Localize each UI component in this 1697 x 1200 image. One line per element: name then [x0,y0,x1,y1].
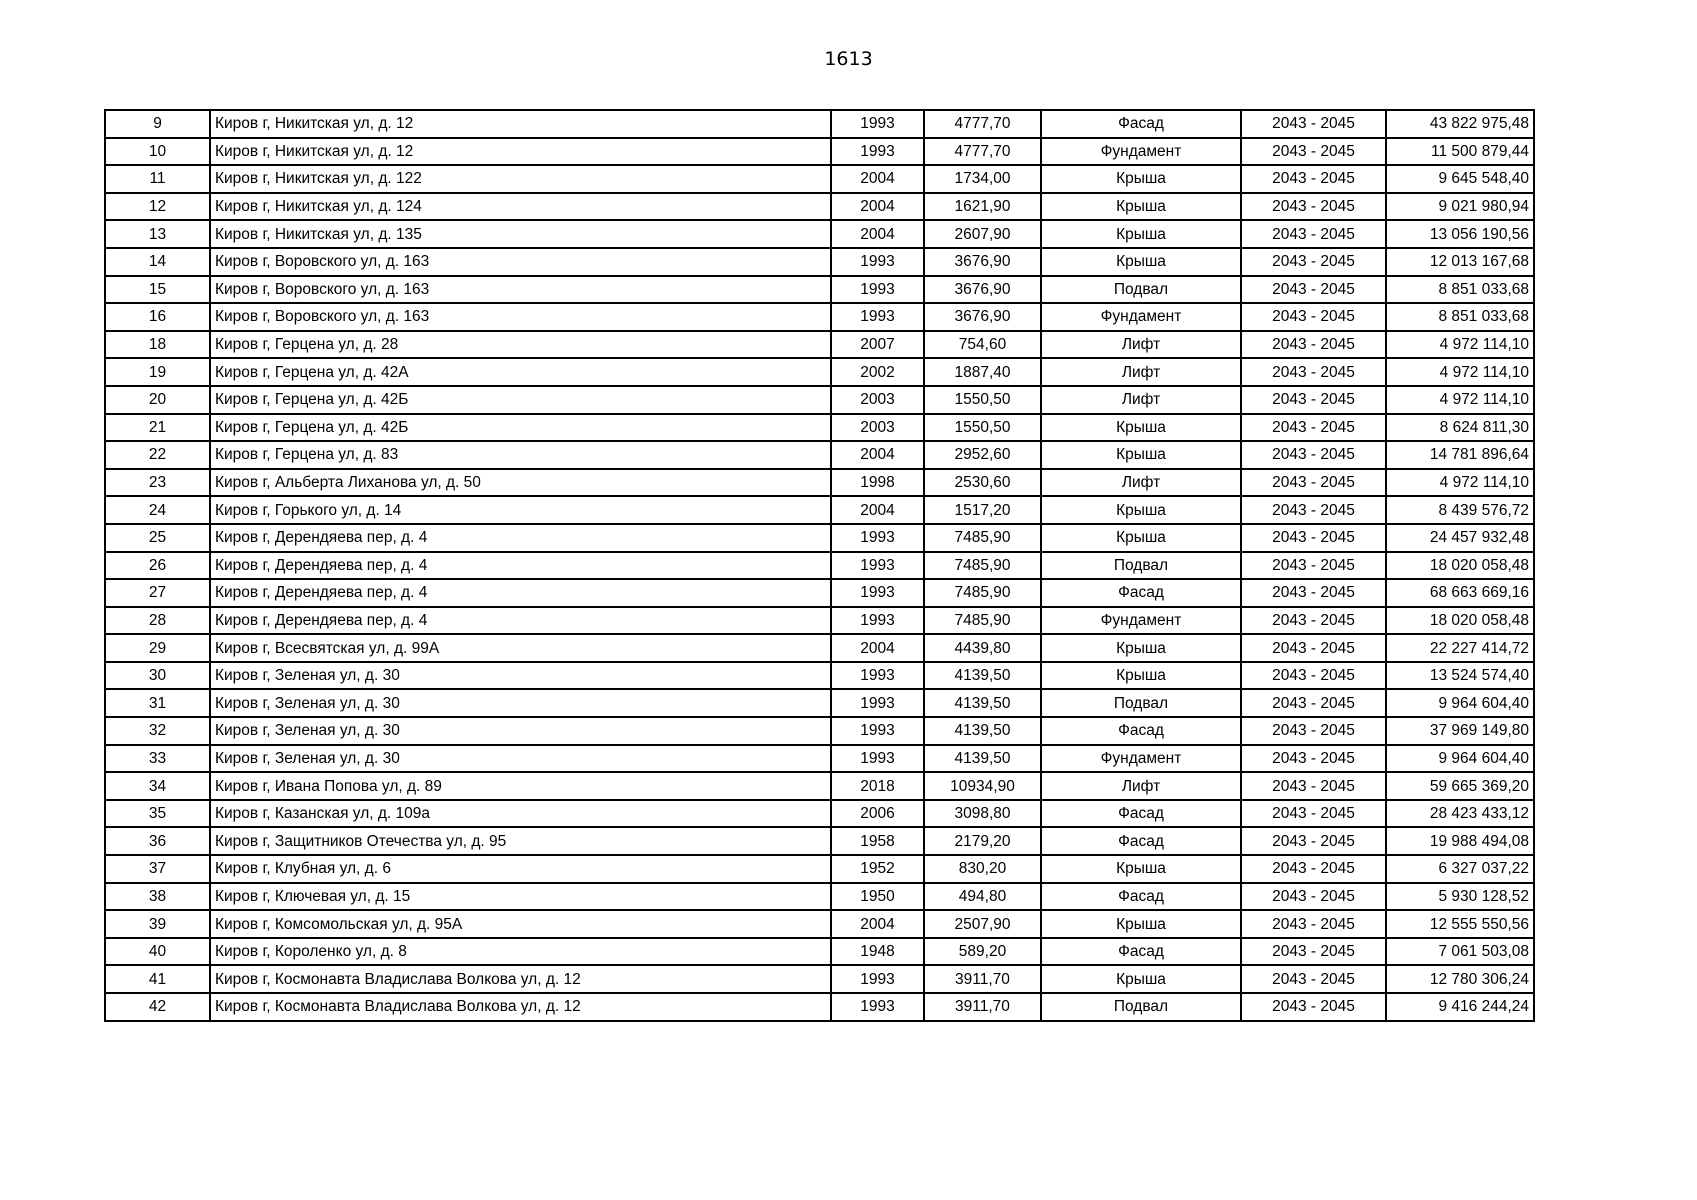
build-year-cell: 1958 [831,827,924,855]
address-cell: Киров г, Никитская ул, д. 12 [210,138,831,166]
work-type-cell: Фундамент [1041,138,1241,166]
table-row [105,220,1534,248]
address-cell: Киров г, Герцена ул, д. 28 [210,331,831,359]
row-number-cell: 29 [105,634,210,662]
work-type-cell: Лифт [1041,469,1241,497]
table-row [105,662,1534,690]
row-number-cell: 18 [105,331,210,359]
area-cell: 830,20 [924,855,1041,883]
period-cell: 2043 - 2045 [1241,883,1386,911]
work-type-cell: Фасад [1041,579,1241,607]
area-cell: 1517,20 [924,496,1041,524]
address-cell: Киров г, Комсомольская ул, д. 95А [210,910,831,938]
area-cell: 3911,70 [924,965,1041,993]
address-cell: Киров г, Никитская ул, д. 124 [210,193,831,221]
address-cell: Киров г, Альберта Лиханова ул, д. 50 [210,469,831,497]
row-number-cell: 28 [105,607,210,635]
cost-cell: 13 524 574,40 [1386,662,1534,690]
area-cell: 1887,40 [924,358,1041,386]
address-cell: Киров г, Воровского ул, д. 163 [210,248,831,276]
cost-cell: 12 555 550,56 [1386,910,1534,938]
address-cell: Киров г, Никитская ул, д. 12 [210,110,831,138]
build-year-cell: 2002 [831,358,924,386]
build-year-cell: 1993 [831,552,924,580]
page-number: 1613 [824,48,873,70]
table-row [105,276,1534,304]
table-row [105,193,1534,221]
period-cell: 2043 - 2045 [1241,331,1386,359]
address-cell: Киров г, Всесвятская ул, д. 99А [210,634,831,662]
area-cell: 4439,80 [924,634,1041,662]
repair-program-table [104,109,1535,1022]
table-row [105,496,1534,524]
build-year-cell: 2004 [831,193,924,221]
row-number-cell: 39 [105,910,210,938]
period-cell: 2043 - 2045 [1241,110,1386,138]
work-type-cell: Фундамент [1041,303,1241,331]
table-row [105,745,1534,773]
work-type-cell: Крыша [1041,662,1241,690]
build-year-cell: 1993 [831,965,924,993]
area-cell: 4139,50 [924,689,1041,717]
area-cell: 10934,90 [924,772,1041,800]
row-number-cell: 23 [105,469,210,497]
table-row [105,772,1534,800]
row-number-cell: 11 [105,165,210,193]
period-cell: 2043 - 2045 [1241,965,1386,993]
work-type-cell: Лифт [1041,772,1241,800]
work-type-cell: Крыша [1041,193,1241,221]
build-year-cell: 1993 [831,110,924,138]
build-year-cell: 2007 [831,331,924,359]
table-row [105,938,1534,966]
period-cell: 2043 - 2045 [1241,414,1386,442]
build-year-cell: 1993 [831,745,924,773]
cost-cell: 68 663 669,16 [1386,579,1534,607]
period-cell: 2043 - 2045 [1241,358,1386,386]
table-body [105,110,1534,1021]
build-year-cell: 1993 [831,689,924,717]
area-cell: 7485,90 [924,579,1041,607]
area-cell: 4139,50 [924,662,1041,690]
cost-cell: 9 645 548,40 [1386,165,1534,193]
cost-cell: 19 988 494,08 [1386,827,1534,855]
cost-cell: 12 013 167,68 [1386,248,1534,276]
build-year-cell: 1993 [831,138,924,166]
cost-cell: 8 439 576,72 [1386,496,1534,524]
table-row [105,524,1534,552]
address-cell: Киров г, Космонавта Владислава Волкова ул, д. 12 [210,965,831,993]
area-cell: 4777,70 [924,138,1041,166]
row-number-cell: 26 [105,552,210,580]
period-cell: 2043 - 2045 [1241,469,1386,497]
row-number-cell: 21 [105,414,210,442]
row-number-cell: 27 [105,579,210,607]
period-cell: 2043 - 2045 [1241,276,1386,304]
period-cell: 2043 - 2045 [1241,717,1386,745]
address-cell: Киров г, Дерендяева пер, д. 4 [210,552,831,580]
cost-cell: 4 972 114,10 [1386,331,1534,359]
address-cell: Киров г, Дерендяева пер, д. 4 [210,607,831,635]
work-type-cell: Фасад [1041,717,1241,745]
build-year-cell: 1993 [831,524,924,552]
cost-cell: 7 061 503,08 [1386,938,1534,966]
work-type-cell: Крыша [1041,855,1241,883]
work-type-cell: Крыша [1041,165,1241,193]
period-cell: 2043 - 2045 [1241,662,1386,690]
table-row [105,303,1534,331]
table-row [105,689,1534,717]
table-row [105,910,1534,938]
period-cell: 2043 - 2045 [1241,386,1386,414]
period-cell: 2043 - 2045 [1241,745,1386,773]
build-year-cell: 1993 [831,579,924,607]
period-cell: 2043 - 2045 [1241,800,1386,828]
build-year-cell: 2003 [831,386,924,414]
table-row [105,800,1534,828]
work-type-cell: Подвал [1041,689,1241,717]
work-type-cell: Крыша [1041,220,1241,248]
work-type-cell: Фасад [1041,883,1241,911]
period-cell: 2043 - 2045 [1241,220,1386,248]
row-number-cell: 25 [105,524,210,552]
build-year-cell: 2018 [831,772,924,800]
period-cell: 2043 - 2045 [1241,248,1386,276]
build-year-cell: 1993 [831,248,924,276]
build-year-cell: 1950 [831,883,924,911]
build-year-cell: 2004 [831,441,924,469]
row-number-cell: 10 [105,138,210,166]
table-row [105,469,1534,497]
table-row [105,717,1534,745]
cost-cell: 18 020 058,48 [1386,607,1534,635]
row-number-cell: 40 [105,938,210,966]
area-cell: 589,20 [924,938,1041,966]
table-row [105,634,1534,662]
cost-cell: 14 781 896,64 [1386,441,1534,469]
row-number-cell: 30 [105,662,210,690]
area-cell: 4139,50 [924,717,1041,745]
work-type-cell: Фасад [1041,800,1241,828]
build-year-cell: 1998 [831,469,924,497]
row-number-cell: 13 [105,220,210,248]
period-cell: 2043 - 2045 [1241,165,1386,193]
address-cell: Киров г, Зеленая ул, д. 30 [210,745,831,773]
cost-cell: 5 930 128,52 [1386,883,1534,911]
build-year-cell: 2004 [831,220,924,248]
work-type-cell: Крыша [1041,496,1241,524]
row-number-cell: 20 [105,386,210,414]
cost-cell: 4 972 114,10 [1386,358,1534,386]
work-type-cell: Лифт [1041,358,1241,386]
build-year-cell: 1948 [831,938,924,966]
work-type-cell: Крыша [1041,524,1241,552]
work-type-cell: Подвал [1041,552,1241,580]
period-cell: 2043 - 2045 [1241,579,1386,607]
cost-cell: 37 969 149,80 [1386,717,1534,745]
area-cell: 3676,90 [924,248,1041,276]
address-cell: Киров г, Клубная ул, д. 6 [210,855,831,883]
cost-cell: 28 423 433,12 [1386,800,1534,828]
table-row [105,386,1534,414]
area-cell: 7485,90 [924,524,1041,552]
build-year-cell: 1952 [831,855,924,883]
area-cell: 3676,90 [924,303,1041,331]
build-year-cell: 2004 [831,910,924,938]
row-number-cell: 32 [105,717,210,745]
row-number-cell: 42 [105,993,210,1021]
cost-cell: 8 851 033,68 [1386,303,1534,331]
period-cell: 2043 - 2045 [1241,689,1386,717]
build-year-cell: 2003 [831,414,924,442]
table-row [105,855,1534,883]
area-cell: 7485,90 [924,607,1041,635]
address-cell: Киров г, Никитская ул, д. 135 [210,220,831,248]
area-cell: 2607,90 [924,220,1041,248]
period-cell: 2043 - 2045 [1241,827,1386,855]
period-cell: 2043 - 2045 [1241,441,1386,469]
address-cell: Киров г, Герцена ул, д. 42Б [210,414,831,442]
work-type-cell: Фундамент [1041,745,1241,773]
period-cell: 2043 - 2045 [1241,772,1386,800]
address-cell: Киров г, Горького ул, д. 14 [210,496,831,524]
build-year-cell: 1993 [831,717,924,745]
row-number-cell: 35 [105,800,210,828]
table-row [105,883,1534,911]
row-number-cell: 19 [105,358,210,386]
area-cell: 1734,00 [924,165,1041,193]
period-cell: 2043 - 2045 [1241,138,1386,166]
area-cell: 1621,90 [924,193,1041,221]
work-type-cell: Фасад [1041,938,1241,966]
cost-cell: 24 457 932,48 [1386,524,1534,552]
table-row [105,138,1534,166]
row-number-cell: 37 [105,855,210,883]
address-cell: Киров г, Зеленая ул, д. 30 [210,689,831,717]
row-number-cell: 16 [105,303,210,331]
work-type-cell: Крыша [1041,248,1241,276]
row-number-cell: 9 [105,110,210,138]
area-cell: 2530,60 [924,469,1041,497]
work-type-cell: Фундамент [1041,607,1241,635]
address-cell: Киров г, Никитская ул, д. 122 [210,165,831,193]
area-cell: 2952,60 [924,441,1041,469]
area-cell: 1550,50 [924,386,1041,414]
table-row [105,965,1534,993]
work-type-cell: Крыша [1041,441,1241,469]
table-row [105,552,1534,580]
table-row [105,993,1534,1021]
address-cell: Киров г, Ивана Попова ул, д. 89 [210,772,831,800]
row-number-cell: 31 [105,689,210,717]
area-cell: 3911,70 [924,993,1041,1021]
address-cell: Киров г, Короленко ул, д. 8 [210,938,831,966]
period-cell: 2043 - 2045 [1241,634,1386,662]
area-cell: 3098,80 [924,800,1041,828]
period-cell: 2043 - 2045 [1241,524,1386,552]
cost-cell: 22 227 414,72 [1386,634,1534,662]
area-cell: 4777,70 [924,110,1041,138]
row-number-cell: 12 [105,193,210,221]
table-row [105,441,1534,469]
address-cell: Киров г, Казанская ул, д. 109а [210,800,831,828]
build-year-cell: 2004 [831,634,924,662]
build-year-cell: 2004 [831,165,924,193]
area-cell: 3676,90 [924,276,1041,304]
row-number-cell: 14 [105,248,210,276]
address-cell: Киров г, Зеленая ул, д. 30 [210,717,831,745]
table-row [105,165,1534,193]
cost-cell: 9 021 980,94 [1386,193,1534,221]
cost-cell: 9 964 604,40 [1386,745,1534,773]
area-cell: 4139,50 [924,745,1041,773]
build-year-cell: 2004 [831,496,924,524]
period-cell: 2043 - 2045 [1241,496,1386,524]
address-cell: Киров г, Дерендяева пер, д. 4 [210,579,831,607]
cost-cell: 8 624 811,30 [1386,414,1534,442]
table-row [105,331,1534,359]
address-cell: Киров г, Дерендяева пер, д. 4 [210,524,831,552]
work-type-cell: Крыша [1041,414,1241,442]
table-row [105,827,1534,855]
period-cell: 2043 - 2045 [1241,193,1386,221]
build-year-cell: 1993 [831,276,924,304]
work-type-cell: Фасад [1041,827,1241,855]
address-cell: Киров г, Герцена ул, д. 42А [210,358,831,386]
table-row [105,607,1534,635]
cost-cell: 59 665 369,20 [1386,772,1534,800]
row-number-cell: 24 [105,496,210,524]
period-cell: 2043 - 2045 [1241,607,1386,635]
area-cell: 2507,90 [924,910,1041,938]
period-cell: 2043 - 2045 [1241,938,1386,966]
row-number-cell: 38 [105,883,210,911]
address-cell: Киров г, Воровского ул, д. 163 [210,303,831,331]
work-type-cell: Крыша [1041,965,1241,993]
address-cell: Киров г, Герцена ул, д. 83 [210,441,831,469]
area-cell: 1550,50 [924,414,1041,442]
cost-cell: 4 972 114,10 [1386,469,1534,497]
address-cell: Киров г, Ключевая ул, д. 15 [210,883,831,911]
work-type-cell: Фасад [1041,110,1241,138]
row-number-cell: 36 [105,827,210,855]
period-cell: 2043 - 2045 [1241,552,1386,580]
cost-cell: 11 500 879,44 [1386,138,1534,166]
address-cell: Киров г, Воровского ул, д. 163 [210,276,831,304]
area-cell: 2179,20 [924,827,1041,855]
row-number-cell: 22 [105,441,210,469]
table-row [105,414,1534,442]
table-row [105,358,1534,386]
cost-cell: 9 416 244,24 [1386,993,1534,1021]
period-cell: 2043 - 2045 [1241,910,1386,938]
area-cell: 494,80 [924,883,1041,911]
build-year-cell: 2006 [831,800,924,828]
work-type-cell: Подвал [1041,276,1241,304]
address-cell: Киров г, Защитников Отечества ул, д. 95 [210,827,831,855]
cost-cell: 4 972 114,10 [1386,386,1534,414]
build-year-cell: 1993 [831,662,924,690]
build-year-cell: 1993 [831,303,924,331]
table-row [105,579,1534,607]
period-cell: 2043 - 2045 [1241,855,1386,883]
build-year-cell: 1993 [831,607,924,635]
cost-cell: 43 822 975,48 [1386,110,1534,138]
work-type-cell: Лифт [1041,331,1241,359]
work-type-cell: Крыша [1041,634,1241,662]
table-row [105,248,1534,276]
period-cell: 2043 - 2045 [1241,993,1386,1021]
cost-cell: 13 056 190,56 [1386,220,1534,248]
cost-cell: 18 020 058,48 [1386,552,1534,580]
row-number-cell: 41 [105,965,210,993]
row-number-cell: 15 [105,276,210,304]
work-type-cell: Крыша [1041,910,1241,938]
table-row [105,110,1534,138]
area-cell: 754,60 [924,331,1041,359]
address-cell: Киров г, Космонавта Владислава Волкова ул, д. 12 [210,993,831,1021]
address-cell: Киров г, Герцена ул, д. 42Б [210,386,831,414]
cost-cell: 12 780 306,24 [1386,965,1534,993]
cost-cell: 9 964 604,40 [1386,689,1534,717]
row-number-cell: 34 [105,772,210,800]
work-type-cell: Лифт [1041,386,1241,414]
work-type-cell: Подвал [1041,993,1241,1021]
area-cell: 7485,90 [924,552,1041,580]
cost-cell: 8 851 033,68 [1386,276,1534,304]
period-cell: 2043 - 2045 [1241,303,1386,331]
address-cell: Киров г, Зеленая ул, д. 30 [210,662,831,690]
build-year-cell: 1993 [831,993,924,1021]
cost-cell: 6 327 037,22 [1386,855,1534,883]
row-number-cell: 33 [105,745,210,773]
